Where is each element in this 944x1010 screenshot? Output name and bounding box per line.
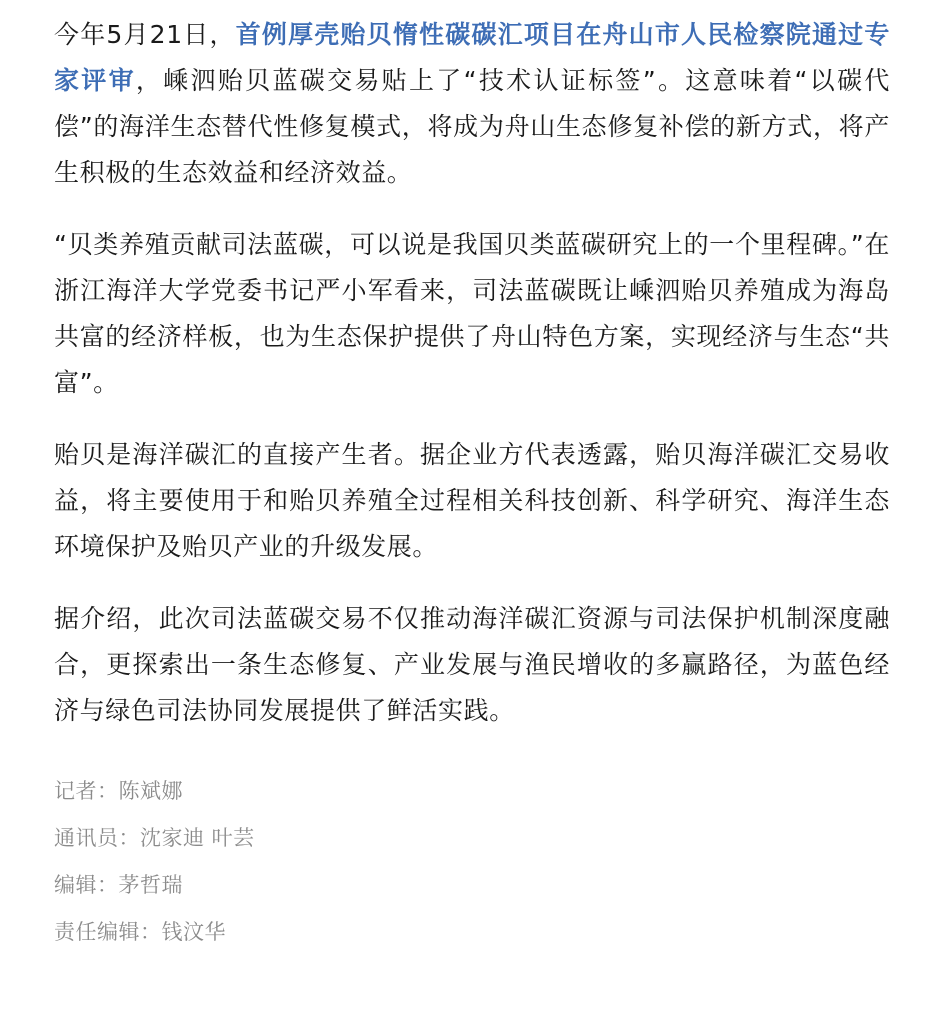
paragraph-3: 贻贝是海洋碳汇的直接产生者。据企业方代表透露，贻贝海洋碳汇交易收益，将主要使用于和贻贝养殖全过程相关科技创新、科学研究、海洋生态环境保护及贻贝产业的升级发展。 xyxy=(54,440,890,561)
credit-correspondent: 通讯员：沈家迪 叶芸 xyxy=(54,826,255,850)
paragraph-2: “贝类养殖贡献司法蓝碳，可以说是我国贝类蓝碳研究上的一个里程碑。”在浙江海洋大学党委书记严小军看来，司法蓝碳既让嵊泗贻贝养殖成为海岛共富的经济样板，也为生态保护提供了舟山特色方案，实现经济与生态“共富”。 xyxy=(54,230,890,397)
article-body xyxy=(54,12,890,956)
credit-editor: 编辑：茅哲瑞 xyxy=(54,873,183,897)
credit-chief-editor: 责任编辑：钱汶华 xyxy=(54,920,226,944)
paragraph-1-suffix: ，嵊泗贻贝蓝碳交易贴上了“技术认证标签”。这意味着“以碳代偿”的海洋生态替代性修复模式，将成为舟山生态修复补偿的新方式，将产生积极的生态效益和经济效益。 xyxy=(54,66,890,187)
article-credits xyxy=(54,768,890,956)
review-news-link[interactable]: 首例厚壳贻贝惰性碳碳汇项目在舟山市人民检察院通过专家评审 xyxy=(54,20,890,95)
paragraph-4: 据介绍，此次司法蓝碳交易不仅推动海洋碳汇资源与司法保护机制深度融合，更探索出一条生态修复、产业发展与渔民增收的多赢路径，为蓝色经济与绿色司法协同发展提供了鲜活实践。 xyxy=(54,604,890,725)
paragraph-1 xyxy=(54,12,890,196)
credit-reporter: 记者：陈斌娜 xyxy=(54,779,183,803)
paragraph-1-prefix: 今年5月21日， xyxy=(54,20,236,49)
